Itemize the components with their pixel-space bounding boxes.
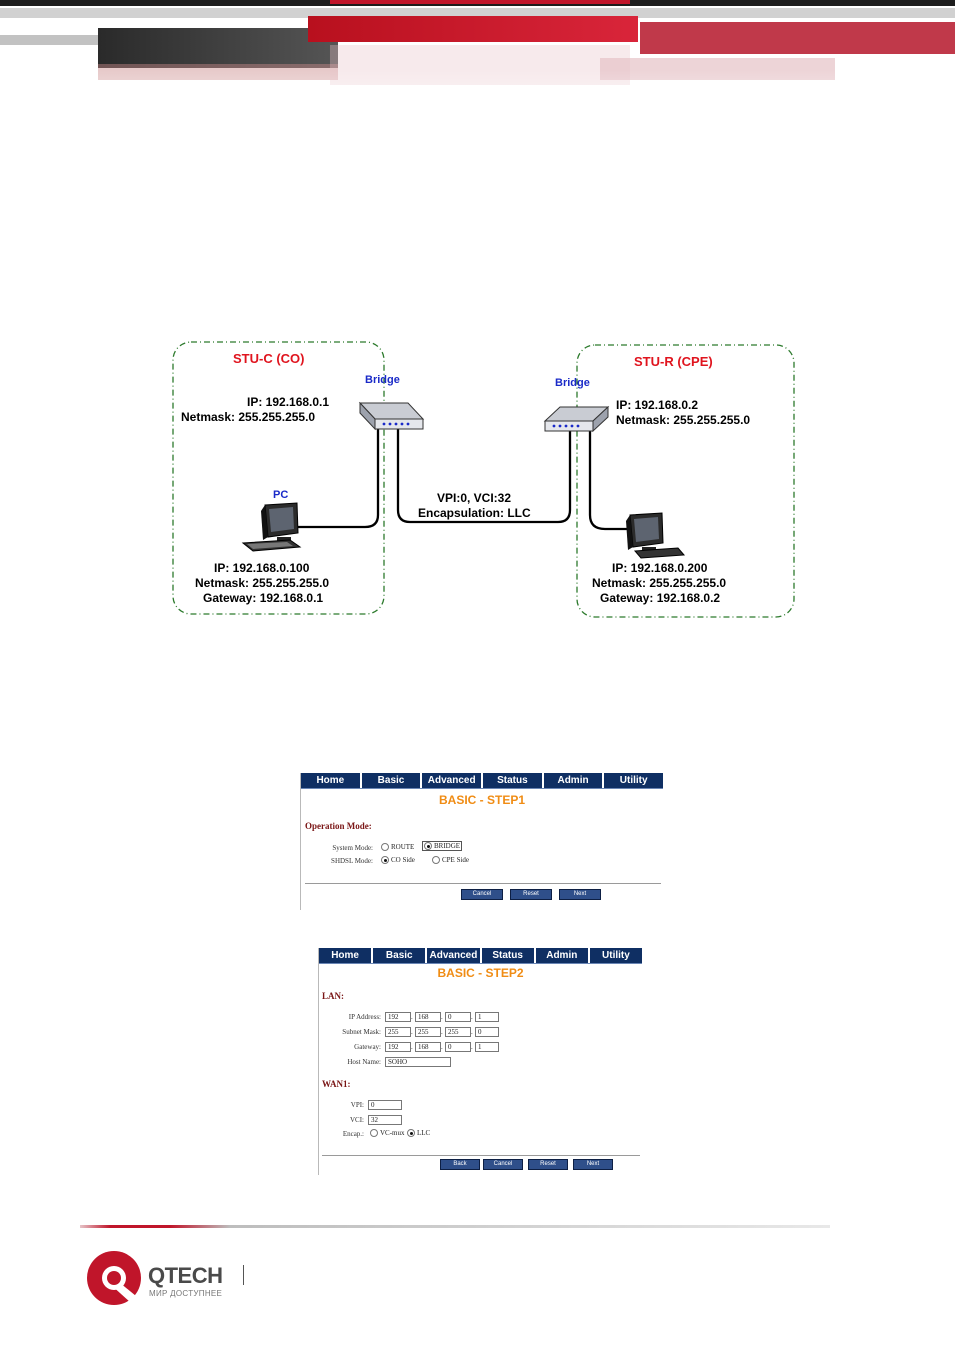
cpe-pc-netmask: Netmask: 255.255.255.0 — [592, 576, 727, 590]
system-mode-route-option[interactable] — [381, 843, 414, 851]
divider — [322, 1155, 640, 1156]
mask-octet-2-input[interactable]: 255 — [415, 1027, 441, 1037]
llc-label: LLC — [417, 1129, 431, 1137]
route-radio[interactable] — [381, 843, 389, 851]
banner-graphic — [0, 0, 955, 140]
reset-button[interactable]: Reset — [510, 889, 552, 900]
brand-tagline: МИР ДОСТУПНЕЕ — [149, 1289, 223, 1298]
footer-rule — [80, 1225, 830, 1228]
top-nav — [301, 773, 663, 789]
gateway-octet-4-input[interactable]: 1 — [475, 1042, 499, 1052]
llc-radio[interactable] — [407, 1129, 415, 1137]
co-pc-icon — [243, 503, 300, 551]
operation-mode-section: Operation Mode: — [305, 821, 372, 831]
system-mode-bridge-option[interactable] — [422, 841, 462, 851]
ip-address-label: IP Address: — [348, 1013, 381, 1021]
shdsl-co-side-option[interactable] — [381, 856, 415, 864]
co-pc-cable — [295, 428, 378, 527]
cpe-side-label: CPE Side — [442, 856, 470, 864]
co-bridge-netmask: Netmask: 255.255.255.0 — [181, 410, 316, 424]
basic-step1-panel — [300, 773, 663, 910]
brand-separator — [243, 1265, 244, 1285]
link-vpi-vci: VPI:0, VCI:32 — [437, 491, 512, 505]
co-bridge-icon — [360, 403, 423, 429]
mask-octet-4-input[interactable]: 0 — [475, 1027, 499, 1037]
mask-octet-3-input[interactable]: 255 — [445, 1027, 471, 1037]
gateway-octet-1-input[interactable]: 192 — [385, 1042, 411, 1052]
cpe-bridge-ip: IP: 192.168.0.2 — [616, 398, 699, 412]
cancel-button[interactable]: Cancel — [461, 889, 503, 900]
co-pc-label: PC — [273, 489, 289, 501]
nav-status[interactable]: Status — [483, 773, 544, 788]
cpe-bridge-label: Bridge — [555, 377, 590, 389]
co-pc-netmask: Netmask: 255.255.255.0 — [195, 576, 330, 590]
vpi-label: VPI: — [350, 1101, 364, 1109]
vpi-input[interactable]: 0 — [368, 1100, 402, 1110]
cpe-zone-title: STU-R (CPE) — [634, 354, 713, 369]
nav-utility[interactable]: Utility — [602, 950, 630, 961]
header-banner — [0, 0, 955, 140]
back-button[interactable]: Back — [440, 1159, 480, 1170]
nav-advanced[interactable]: Advanced — [422, 773, 483, 788]
encap-vcmux-option[interactable] — [370, 1129, 405, 1137]
ip-octet-4-input[interactable]: 1 — [475, 1012, 499, 1022]
shdsl-mode-label: SHDSL Mode: — [331, 857, 373, 865]
nav-home[interactable]: Home — [319, 948, 373, 963]
basic-step2-panel: Home Basic Advanced Status Admin Utility BASIC - STEP2 LAN: IP Address: 192 . 168 . 0 . 1 Subnet Mask: 255 . 255 . 255 . 0 Gateway: 192 . 168 . 0 . 1 Host Name: SOHO WAN1: VPI: 0 VCI: 32 Encap.: VC-mux LLC Back Cancel Reset Next — [318, 948, 642, 1175]
top-nav — [319, 948, 642, 964]
vcmux-radio[interactable] — [370, 1129, 378, 1137]
cpe-pc-ip: IP: 192.168.0.200 — [612, 561, 708, 575]
bridge-label: BRIDGE — [434, 842, 461, 850]
link-encapsulation: Encapsulation: LLC — [418, 506, 531, 520]
system-mode-label: System Mode: — [332, 844, 373, 852]
cpe-pc-cable — [590, 430, 635, 529]
cpe-bridge-icon — [545, 407, 608, 431]
brand-name: QTECH — [148, 1263, 223, 1288]
co-bridge-label: Bridge — [365, 374, 400, 386]
reset-button[interactable]: Reset — [528, 1159, 568, 1170]
co-pc-gateway: Gateway: 192.168.0.1 — [203, 591, 324, 605]
nav-basic[interactable]: Basic — [373, 948, 427, 963]
co-bridge-ip: IP: 192.168.0.1 — [247, 395, 330, 409]
nav-home[interactable]: Home — [301, 773, 362, 788]
nav-basic[interactable]: Basic — [362, 773, 423, 788]
route-label: ROUTE — [391, 843, 415, 851]
mask-octet-1-input[interactable]: 255 — [385, 1027, 411, 1037]
cancel-button[interactable]: Cancel — [483, 1159, 523, 1170]
nav-admin[interactable]: Admin — [536, 948, 590, 963]
nav-advanced[interactable]: Advanced — [427, 948, 481, 963]
subnet-mask-label: Subnet Mask: — [342, 1028, 381, 1036]
page-title: BASIC - STEP1 — [438, 793, 525, 807]
vci-input[interactable]: 32 — [368, 1115, 402, 1125]
vci-label: VCI: — [350, 1116, 364, 1124]
nav-admin[interactable]: Admin — [544, 773, 605, 788]
network-diagram — [165, 335, 805, 625]
nav-utility[interactable]: Utility — [619, 775, 648, 786]
encap-llc-option[interactable] — [407, 1129, 430, 1137]
co-side-label: CO Side — [391, 856, 415, 864]
bridge-radio[interactable] — [424, 842, 432, 850]
ip-octet-3-input[interactable]: 0 — [445, 1012, 471, 1022]
lan-section: LAN: — [322, 991, 344, 1001]
ip-octet-1-input[interactable]: 192 — [385, 1012, 411, 1022]
cpe-pc-gateway: Gateway: 192.168.0.2 — [600, 591, 721, 605]
gateway-octet-2-input[interactable]: 168 — [415, 1042, 441, 1052]
shdsl-cpe-side-option[interactable] — [432, 856, 469, 864]
gateway-label: Gateway: — [354, 1043, 381, 1051]
cpe-side-radio[interactable] — [432, 856, 440, 864]
host-name-input[interactable]: SOHO — [385, 1057, 451, 1067]
qtech-logo-icon — [84, 1248, 144, 1308]
nav-status[interactable]: Status — [482, 948, 536, 963]
page-title: BASIC - STEP2 — [437, 966, 524, 980]
host-name-label: Host Name: — [347, 1058, 381, 1066]
co-pc-ip: IP: 192.168.0.100 — [214, 561, 310, 575]
co-side-radio[interactable] — [381, 856, 389, 864]
vcmux-label: VC-mux — [380, 1129, 405, 1137]
cpe-pc-icon — [626, 513, 684, 558]
encap-label: Encap.: — [342, 1130, 364, 1138]
wan-section: WAN1: — [322, 1079, 351, 1089]
divider — [305, 883, 661, 884]
cpe-bridge-netmask: Netmask: 255.255.255.0 — [616, 413, 751, 427]
next-button[interactable]: Next — [559, 889, 601, 900]
ip-octet-2-input[interactable]: 168 — [415, 1012, 441, 1022]
network-diagram-graphic — [165, 335, 805, 625]
next-button[interactable]: Next — [573, 1159, 613, 1170]
co-zone-title: STU-C (CO) — [233, 351, 305, 366]
gateway-octet-3-input[interactable]: 0 — [445, 1042, 471, 1052]
